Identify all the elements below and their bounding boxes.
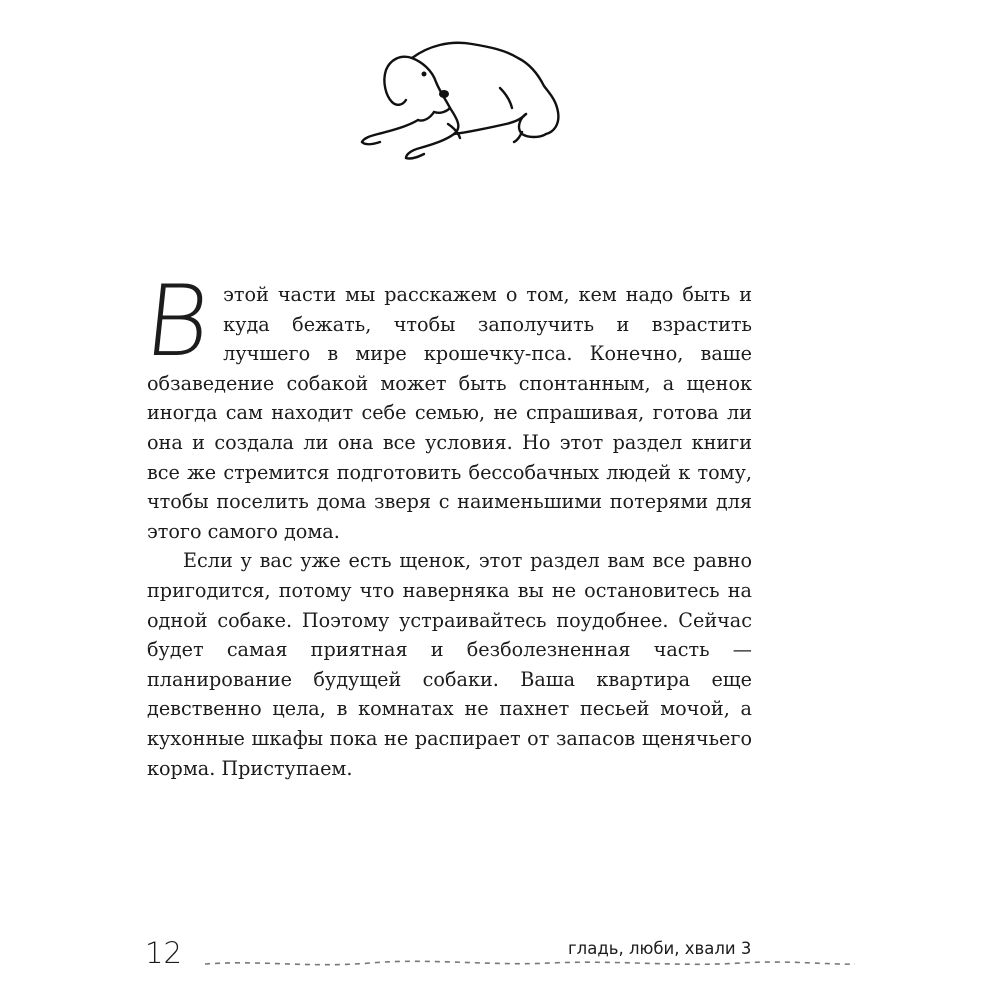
body-text [139,265,752,783]
footer-dashed-wave [200,952,860,972]
dog-illustration-icon [350,28,580,163]
page-number: 12 [145,936,182,970]
paragraph-1 [139,265,752,546]
running-title: гладь, люби, хвали 3 [562,939,757,958]
paragraph-1-text: этой части мы расскажем о том, кем надо быть и куда бежать, чтобы заполучить и взрастить лучшего в мире крошечку-пса. Конечно, ваше обзаведение собакой может быть спонтанным, а щенок иногда сам находит себе семью, не спрашивая, готова ли она и создала ли она все условия. Но этот раздел книги все же стремится подготовить бессобачных людей к тому, чтобы поселить дома зверя с наименьшими потерями для этого самого дома. [147,283,752,543]
paragraph-2: Если у вас уже есть щенок, этот раздел вам все равно пригодится, потому что наверняка вы не остановитесь на одной собаке. Поэтому устраивайтесь поудобнее. Сейчас будет самая приятная и безболезненная часть — планирование будущей собаки. Ваша квартира еще девственно цела, в комнатах не пахнет песьей мочой, а кухонные шкафы пока не распирает от запасов щенячьего корма. Приступаем. [147,549,752,780]
drop-cap: В [139,265,216,379]
